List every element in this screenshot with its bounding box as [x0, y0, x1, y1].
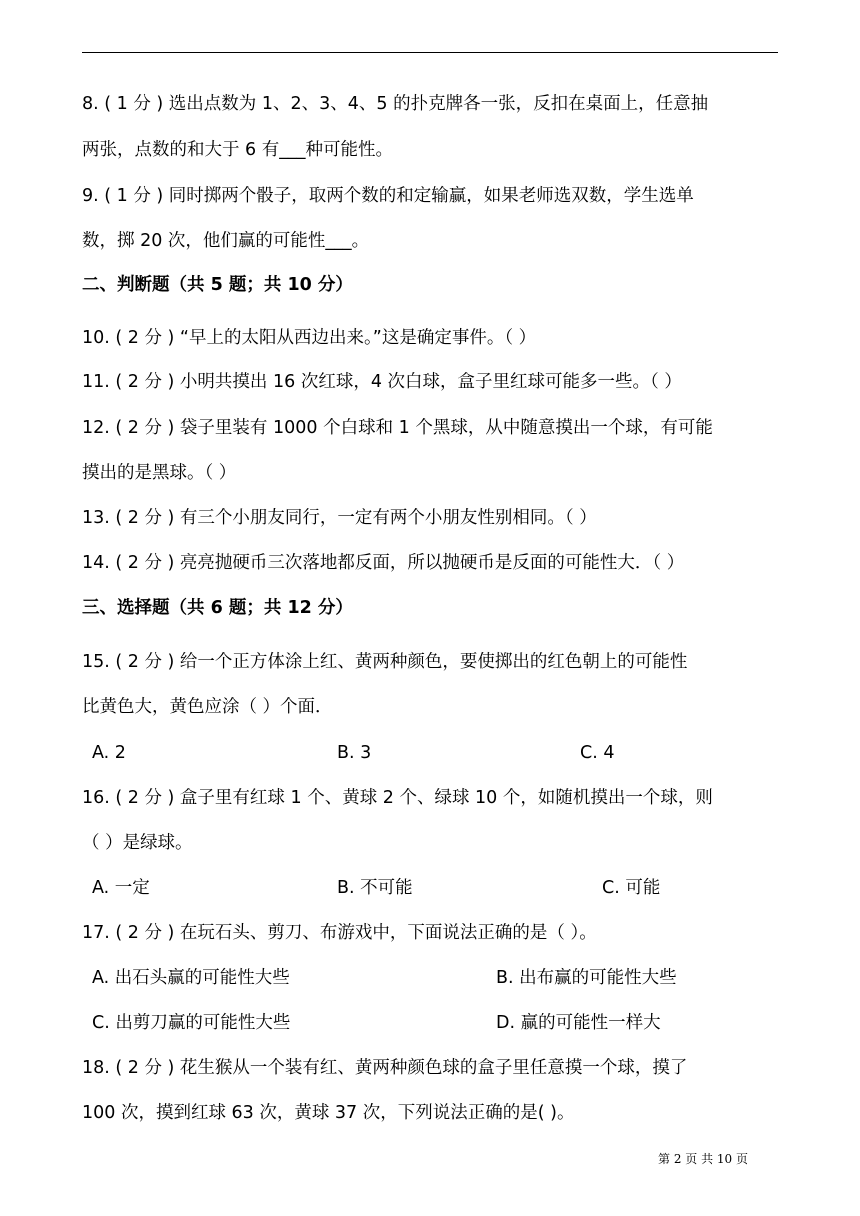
question-15-line-1: 15. ( 2 分 ) 给一个正方体涂上红、黄两种颜色，要使掷出的红色朝上的可能性 [82, 652, 688, 672]
q17-option-d: D. 赢的可能性一样大 [496, 1013, 661, 1033]
header-rule [82, 52, 778, 53]
q15-option-a: A. 2 [92, 743, 126, 763]
question-15-line-2: 比黄色大，黄色应涂（ ）个面． [82, 697, 333, 717]
section-2-heading: 二、判断题（共 5 题；共 10 分） [82, 275, 353, 295]
question-18-line-2: 100 次，摸到红球 63 次，黄球 37 次，下列说法正确的是( )。 [82, 1103, 575, 1123]
q15-option-b: B. 3 [337, 743, 372, 763]
question-14: 14. ( 2 分 ) 亮亮抛硬币三次落地都反面，所以抛硬币是反面的可能性大．（ ） [82, 553, 685, 573]
q16-option-a: A. 一定 [92, 878, 150, 898]
question-9-line-1: 9. ( 1 分 ) 同时掷两个骰子，取两个数的和定输赢，如果老师选双数，学生选单 [82, 186, 694, 206]
question-12-line-1: 12. ( 2 分 ) 袋子里装有 1000 个白球和 1 个黑球，从中随意摸出一个球，有可能 [82, 418, 713, 438]
question-17: 17. ( 2 分 ) 在玩石头、剪刀、布游戏中，下面说法正确的是（ ）。 [82, 923, 597, 943]
question-9-line-2: 数，掷 20 次，他们赢的可能性___。 [82, 231, 370, 251]
section-3-heading: 三、选择题（共 6 题；共 12 分） [82, 598, 353, 618]
question-8-line-2: 两张，点数的和大于 6 有___种可能性。 [82, 140, 394, 160]
q17-option-b: B. 出布赢的可能性大些 [496, 968, 677, 988]
q17-option-c: C. 出剪刀赢的可能性大些 [92, 1013, 291, 1033]
q16-option-b: B. 不可能 [337, 878, 413, 898]
question-11: 11. ( 2 分 ) 小明共摸出 16 次红球，4 次白球，盒子里红球可能多一些。（ ） [82, 372, 682, 392]
question-13: 13. ( 2 分 ) 有三个小朋友同行，一定有两个小朋友性别相同。（ ） [82, 508, 597, 528]
q16-option-c: C. 可能 [602, 878, 661, 898]
question-8-line-1: 8. ( 1 分 ) 选出点数为 1、2、3、4、5 的扑克牌各一张，反扣在桌面上，任意抽 [82, 94, 709, 114]
page-footer: 第 2 页 共 10 页 [658, 1152, 748, 1166]
question-16-line-2: （ ）是绿球。 [82, 833, 193, 853]
question-10: 10. ( 2 分 ) “早上的太阳从西边出来。”这是确定事件。（ ） [82, 328, 537, 348]
q15-option-c: C. 4 [580, 743, 615, 763]
question-18-line-1: 18. ( 2 分 ) 花生猴从一个装有红、黄两种颜色球的盒子里任意摸一个球，摸了 [82, 1058, 688, 1078]
q17-option-a: A. 出石头赢的可能性大些 [92, 968, 290, 988]
question-12-line-2: 摸出的是黑球。（ ） [82, 463, 237, 483]
question-16-line-1: 16. ( 2 分 ) 盒子里有红球 1 个、黄球 2 个、绿球 10 个，如随机摸出一个球，则 [82, 788, 713, 808]
